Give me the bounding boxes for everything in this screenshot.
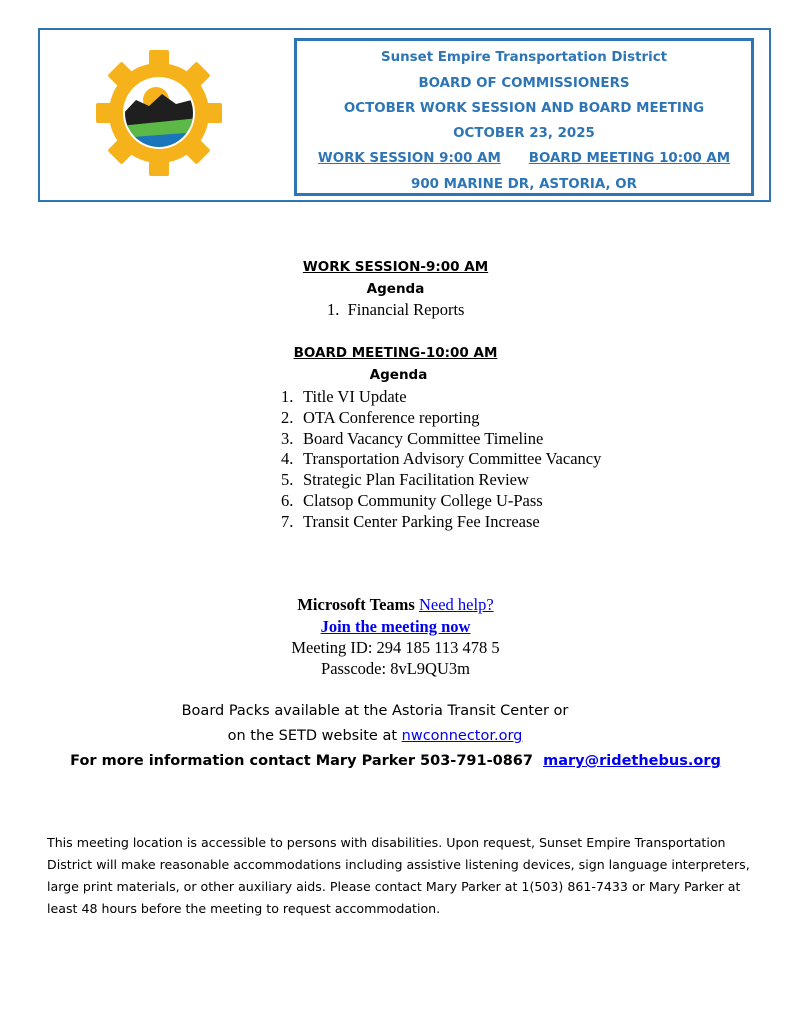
list-item: 7. Transit Center Parking Fee Increase — [281, 511, 540, 531]
list-item: 3. Board Vacancy Committee Timeline — [281, 428, 544, 448]
need-help-link[interactable]: Need help? — [418, 595, 494, 614]
meeting-date: OCTOBER 23, 2025 — [453, 126, 595, 141]
work-session-agenda-label: Agenda — [366, 281, 425, 297]
contact-line — [0, 753, 791, 769]
board-agenda-list — [281, 387, 601, 533]
meeting-times — [297, 151, 751, 166]
work-session-time: WORK SESSION 9:00 AM — [317, 151, 501, 166]
board-meeting-time: BOARD MEETING 10:00 AM — [528, 151, 731, 166]
teams-label: Microsoft Teams — [297, 595, 415, 614]
list-item: 2. OTA Conference reporting — [281, 407, 480, 427]
meeting-title: OCTOBER WORK SESSION AND BOARD MEETING — [343, 101, 705, 116]
list-item: 5. Strategic Plan Facilitation Review — [281, 470, 529, 490]
board-name: BOARD OF COMMISSIONERS — [418, 76, 630, 91]
teams-line — [0, 595, 791, 615]
board-packs-line-1: Board Packs available at the Astoria Transit Center or — [181, 703, 569, 719]
join-meeting-link[interactable]: Join the meeting now — [320, 617, 471, 636]
board-meeting-heading: BOARD MEETING-10:00 AM — [293, 345, 498, 361]
item-number: 1. — [327, 300, 340, 319]
board-packs-line-2: on the SETD website at nwconnector.org — [227, 728, 523, 744]
website-link[interactable]: nwconnector.org — [401, 728, 523, 744]
gear-landscape-logo-icon — [94, 48, 224, 178]
district-name: Sunset Empire Transportation District — [380, 50, 668, 65]
join-meeting-line — [0, 617, 791, 637]
meeting-id: Meeting ID: 294 185 113 478 5 — [291, 638, 500, 657]
list-item: 4. Transportation Advisory Committee Vacancy — [281, 449, 602, 469]
item-text: Financial Reports — [347, 300, 465, 319]
list-item: 1. Title VI Update — [281, 387, 407, 406]
contact-text: For more information contact Mary Parker 503-791-0867 — [70, 753, 533, 769]
board-meeting-agenda-label: Agenda — [369, 367, 428, 383]
work-session-heading: WORK SESSION-9:00 AM — [302, 259, 489, 275]
work-session-item — [327, 300, 464, 320]
accessibility-notice: This meeting location is accessible to persons with disabilities. Upon request, Sunset Empire Transportation District will make reasonable accommodations including assistive listening devices, sign language interpreters, large print materials, or other auxiliary aids. Please contact Mary Parker at 1(503) 861-7433 or Mary Parker at least 48 hours before the meeting to request accommodation. — [47, 835, 750, 916]
email-link[interactable]: mary@ridethebus.org — [543, 753, 721, 769]
meeting-header-box — [294, 38, 754, 196]
list-item: 6. Clatsop Community College U-Pass — [281, 490, 543, 510]
meeting-passcode: Passcode: 8vL9QU3m — [321, 659, 470, 678]
meeting-address: 900 MARINE DR, ASTORIA, OR — [411, 177, 637, 192]
